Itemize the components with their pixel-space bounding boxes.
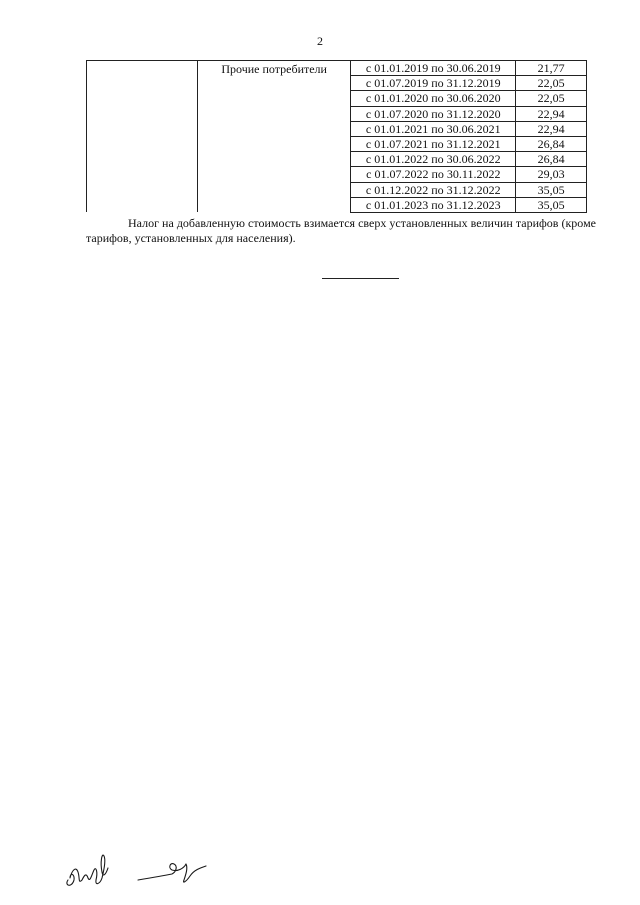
empty-cell [87, 61, 198, 213]
tariff-value-cell: 26,84 [516, 152, 587, 167]
period-cell: с 01.07.2022 по 30.11.2022 [351, 167, 516, 182]
tariff-value-cell: 22,94 [516, 106, 587, 121]
period-cell: с 01.07.2021 по 31.12.2021 [351, 136, 516, 151]
period-cell: с 01.01.2023 по 31.12.2023 [351, 197, 516, 212]
signature-1 [67, 855, 108, 885]
tariff-table [86, 60, 587, 213]
tariff-value-cell: 22,05 [516, 76, 587, 91]
period-cell: с 01.01.2021 по 30.06.2021 [351, 121, 516, 136]
vat-note: Налог на добавленную стоимость взимается сверх установленных величин тарифов (кроме тарифов, установленных для населения). [86, 216, 596, 245]
consumer-group-cell [198, 61, 351, 213]
period-cell: с 01.07.2020 по 31.12.2020 [351, 106, 516, 121]
table-row [87, 61, 587, 76]
separator-line [322, 278, 399, 279]
signatures-mark [60, 850, 230, 895]
period-cell: с 01.01.2022 по 30.06.2022 [351, 152, 516, 167]
consumer-group-label: Прочие потребители [221, 62, 327, 76]
tariff-value-cell: 26,84 [516, 136, 587, 151]
tariff-value-cell: 29,03 [516, 167, 587, 182]
period-cell: с 01.12.2022 по 31.12.2022 [351, 182, 516, 197]
period-cell: с 01.01.2020 по 30.06.2020 [351, 91, 516, 106]
page-number: 2 [317, 34, 323, 48]
period-cell: с 01.01.2019 по 30.06.2019 [351, 61, 516, 76]
period-cell: с 01.07.2019 по 31.12.2019 [351, 76, 516, 91]
tariff-value-cell: 35,05 [516, 197, 587, 212]
tariff-value-cell: 21,77 [516, 61, 587, 76]
tariff-value-cell: 35,05 [516, 182, 587, 197]
signature-2 [138, 864, 206, 882]
tariff-value-cell: 22,05 [516, 91, 587, 106]
tariff-value-cell: 22,94 [516, 121, 587, 136]
